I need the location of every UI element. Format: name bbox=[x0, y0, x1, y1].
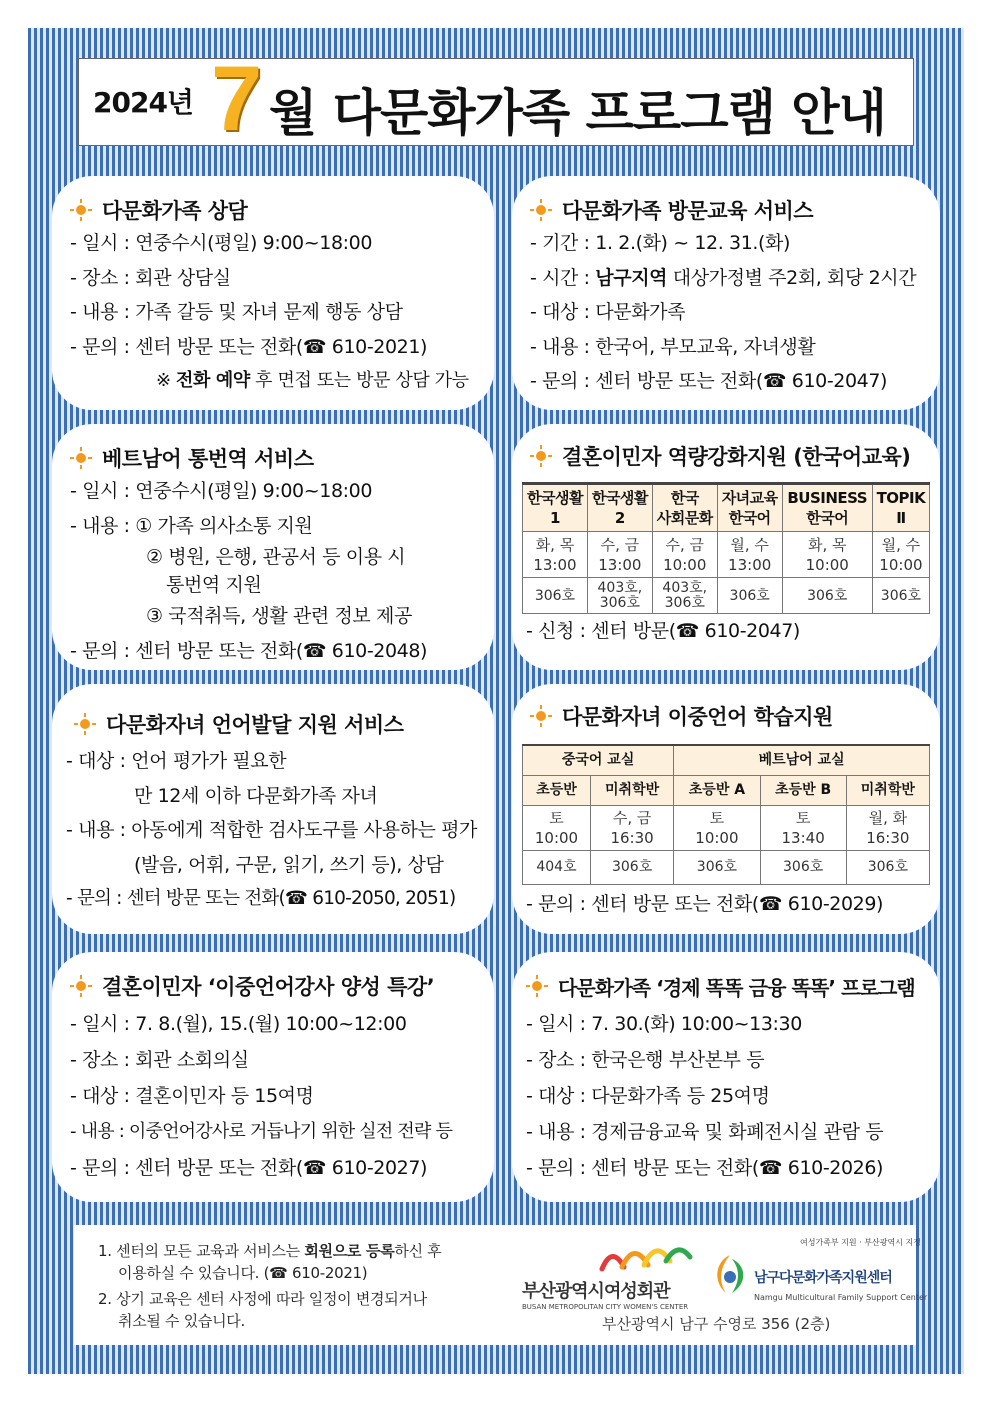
room-cell: 403호, 306호 bbox=[587, 578, 652, 614]
info-line: - 내용 : 한국어, 부모교육, 자녀생활 bbox=[530, 335, 816, 358]
womens-center-logo-mark bbox=[598, 1239, 694, 1273]
info-line: (발음, 어휘, 구문, 읽기, 쓰기 등), 상담 bbox=[134, 853, 444, 876]
sun-icon bbox=[74, 713, 96, 735]
card-finance bbox=[512, 952, 940, 1202]
sun-icon bbox=[70, 975, 92, 997]
schedule-cell: 토 10:00 bbox=[674, 805, 760, 850]
room-cell: 306호 bbox=[872, 578, 929, 614]
info-line: - 시간 : 남구지역 대상가정별 주2회, 회당 2시간 bbox=[530, 266, 917, 289]
card-title: 다문화가족 방문교육 서비스 bbox=[530, 194, 922, 226]
info-line: - 내용 : 가족 갈등 및 자녀 문제 행동 상담 bbox=[70, 301, 403, 323]
class-header: 미취학반 bbox=[846, 775, 929, 805]
info-line: - 기간 : 1. 2.(화) ~ 12. 31.(화) bbox=[530, 232, 791, 254]
family-center-tagline: 여성가족부 지원 · 부산광역시 지정 bbox=[800, 1238, 921, 1247]
info-line: - 일시 : 연중수시(평일) 9:00~18:00 bbox=[70, 480, 373, 502]
card-title: 다문화자녀 언어발달 지원 서비스 bbox=[74, 708, 476, 740]
room-cell: 306호 bbox=[523, 578, 588, 614]
class-header: 자녀교육 한국어 bbox=[717, 484, 782, 532]
card-language-development bbox=[52, 684, 494, 934]
room-cell: 306호 bbox=[717, 578, 782, 614]
class-header: 한국생활 2 bbox=[587, 484, 652, 532]
card-title: 결혼이민자 ‘이중언어강사 양성 특강’ bbox=[70, 970, 476, 1002]
page-title: 월 다문화가족 프로그램 안내 bbox=[269, 84, 886, 142]
info-line: - 장소 : 회관 상담실 bbox=[70, 266, 231, 289]
info-line: - 대상 : 다문화가족 등 25여명 bbox=[526, 1085, 770, 1107]
info-line: - 대상 : 언어 평가가 필요한 bbox=[66, 750, 287, 772]
class-header: BUSINESS 한국어 bbox=[782, 484, 872, 532]
schedule-cell: 화, 목 13:00 bbox=[523, 532, 588, 578]
sun-icon bbox=[530, 705, 552, 727]
info-line: - 내용 : 이중언어강사로 거듭나기 위한 실전 전략 등 bbox=[70, 1121, 453, 1142]
schedule-cell: 월, 수 10:00 bbox=[872, 532, 929, 578]
info-line: - 내용 : ① 가족 의사소통 지원 bbox=[70, 514, 313, 537]
schedule-cell: 수, 금 10:00 bbox=[652, 532, 717, 578]
info-line: - 대상 : 결혼이민자 등 15여명 bbox=[70, 1085, 314, 1107]
info-line: - 장소 : 한국은행 부산본부 등 bbox=[526, 1049, 765, 1071]
family-center-logo-mark bbox=[710, 1251, 750, 1297]
card-lecture bbox=[52, 952, 494, 1202]
info-line: - 내용 : 경제금융교육 및 화폐전시실 관람 등 bbox=[526, 1121, 884, 1143]
family-center-name: 남구다문화가족지원센터 bbox=[754, 1270, 892, 1286]
card-title: 베트남어 통번역 서비스 bbox=[70, 442, 476, 474]
contact-line: - 문의 : 센터 방문 또는 전화(☎ 610-2029) bbox=[526, 892, 884, 915]
bilingual-class-table bbox=[522, 744, 930, 885]
footer-note-2b: 취소될 수 있습니다. bbox=[118, 1312, 245, 1330]
family-center-logo bbox=[710, 1237, 928, 1317]
schedule-cell: 수, 금 16:30 bbox=[590, 805, 673, 850]
room-cell: 306호 bbox=[846, 850, 929, 884]
sun-icon bbox=[530, 199, 552, 221]
contact-line: - 문의 : 센터 방문 또는 전화(☎ 610-2027) bbox=[70, 1157, 428, 1179]
footer-note-2: 2. 상기 교육은 센터 사정에 따라 일정이 변경되거나 bbox=[98, 1290, 427, 1308]
title-year: 2024년 bbox=[93, 86, 193, 119]
room-cell: 306호 bbox=[760, 850, 846, 884]
group-header: 중국어 교실 bbox=[523, 745, 674, 775]
card-title: 결혼이민자 역량강화지원 (한국어교육) bbox=[522, 440, 930, 472]
class-header: TOPIK Ⅱ bbox=[872, 484, 929, 532]
card-counsel bbox=[52, 176, 494, 410]
schedule-cell: 월, 수 13:00 bbox=[717, 532, 782, 578]
schedule-cell: 수, 금 13:00 bbox=[587, 532, 652, 578]
footer-note-1: 1. 센터의 모든 교육과 서비스는 회원으로 등록하신 후 bbox=[98, 1242, 442, 1260]
info-line: - 대상 : 다문화가족 bbox=[530, 301, 686, 323]
class-header: 초등반 bbox=[523, 775, 591, 805]
class-header: 초등반 B bbox=[760, 775, 846, 805]
womens-center-logo bbox=[522, 1239, 722, 1319]
schedule-cell: 화, 목 10:00 bbox=[782, 532, 872, 578]
sun-icon bbox=[526, 975, 548, 997]
contact-line: - 문의 : 센터 방문 또는 전화(☎ 610-2048) bbox=[70, 639, 428, 662]
footer-notice bbox=[74, 1225, 928, 1345]
contact-line: - 문의 : 센터 방문 또는 전화(☎ 610-2047) bbox=[530, 370, 888, 392]
card-title: 다문화가족 ‘경제 똑똑 금융 똑똑’ 프로그램 bbox=[526, 970, 932, 1002]
room-cell: 306호 bbox=[590, 850, 673, 884]
info-line: - 장소 : 회관 소회의실 bbox=[70, 1049, 249, 1071]
class-header: 초등반 A bbox=[674, 775, 760, 805]
room-cell: 404호 bbox=[523, 850, 591, 884]
korean-class-table bbox=[522, 482, 930, 614]
info-line: - 내용 : 아동에게 적합한 검사도구를 사용하는 평가 bbox=[66, 819, 478, 841]
schedule-cell: 토 13:40 bbox=[760, 805, 846, 850]
card-title: 다문화자녀 이중언어 학습지원 bbox=[522, 700, 930, 732]
info-line: - 일시 : 연중수시(평일) 9:00~18:00 bbox=[70, 232, 373, 254]
contact-line: - 문의 : 센터 방문 또는 전화(☎ 610-2026) bbox=[526, 1157, 884, 1179]
sun-icon bbox=[530, 445, 552, 467]
card-bilingual-learning bbox=[512, 684, 940, 934]
footer-note-1b: 이용하실 수 있습니다. (☎ 610-2021) bbox=[118, 1264, 368, 1282]
schedule-cell: 월, 화 16:30 bbox=[846, 805, 929, 850]
womens-center-name: 부산광역시여성회관 bbox=[522, 1281, 670, 1302]
contact-line: - 문의 : 센터 방문 또는 전화(☎ 610-2021) bbox=[70, 335, 428, 358]
info-line: ③ 국적취득, 생활 관련 정보 제공 bbox=[146, 605, 412, 627]
note-line: ※ 전화 예약 후 면접 또는 방문 상담 가능 bbox=[156, 370, 469, 391]
family-center-english: Namgu Multicultural Family Support Center bbox=[754, 1293, 928, 1302]
class-header: 한국 사회문화 bbox=[652, 484, 717, 532]
sun-icon bbox=[70, 199, 92, 221]
title-month: 7 bbox=[211, 48, 263, 150]
info-line: 만 12세 이하 다문화가족 자녀 bbox=[134, 784, 378, 807]
card-visit-education bbox=[512, 176, 940, 410]
group-header: 베트남어 교실 bbox=[674, 745, 930, 775]
info-line: - 일시 : 7. 8.(월), 15.(월) 10:00~12:00 bbox=[70, 1013, 407, 1035]
sun-icon bbox=[70, 447, 92, 469]
info-line: - 일시 : 7. 30.(화) 10:00~13:30 bbox=[526, 1013, 802, 1035]
info-line: 통번역 지원 bbox=[166, 574, 262, 596]
contact-line: - 문의 : 센터 방문 또는 전화(☎ 610-2050, 2051) bbox=[66, 888, 456, 909]
card-capacity-building bbox=[512, 424, 940, 670]
info-line: ② 병원, 은행, 관공서 등 이용 시 bbox=[146, 546, 406, 568]
room-cell: 306호 bbox=[674, 850, 760, 884]
title-banner bbox=[78, 48, 914, 150]
schedule-cell: 토 10:00 bbox=[523, 805, 591, 850]
card-title: 다문화가족 상담 bbox=[70, 194, 476, 226]
apply-line: - 신청 : 센터 방문(☎ 610-2047) bbox=[526, 620, 800, 642]
card-interpretation bbox=[52, 424, 494, 670]
womens-center-english: BUSAN METROPOLITAN CITY WOMEN'S CENTER bbox=[522, 1303, 689, 1311]
room-cell: 306호 bbox=[782, 578, 872, 614]
center-address: 부산광역시 남구 수영로 356 (2층) bbox=[602, 1315, 831, 1333]
room-cell: 403호, 306호 bbox=[652, 578, 717, 614]
class-header: 미취학반 bbox=[590, 775, 673, 805]
class-header: 한국생활 1 bbox=[523, 484, 588, 532]
